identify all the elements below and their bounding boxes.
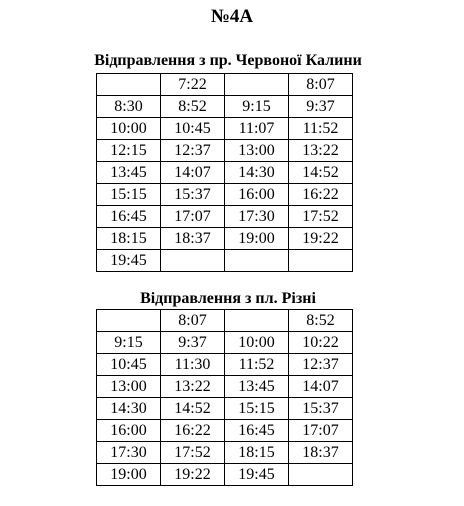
table-row [97, 376, 353, 398]
table-row [97, 442, 353, 464]
departure-time-cell: 14:52 [289, 162, 353, 184]
departure-time-cell: 17:07 [289, 420, 353, 442]
departure-time-cell: 8:07 [289, 74, 353, 96]
departure-time-cell: 19:22 [289, 228, 353, 250]
departure-time-cell: 13:00 [97, 376, 161, 398]
departure-time-cell: 14:07 [289, 376, 353, 398]
departure-time-cell: 15:15 [97, 184, 161, 206]
table-row [97, 398, 353, 420]
departure-time-cell: 7:22 [161, 74, 225, 96]
table-row [97, 464, 353, 486]
departure-time-cell: 16:22 [161, 420, 225, 442]
departure-time-cell: 18:15 [97, 228, 161, 250]
timetable-from-chervonoi-kalyny [96, 73, 353, 272]
departure-time-cell [97, 74, 161, 96]
departure-time-cell: 17:52 [161, 442, 225, 464]
departure-time-cell: 10:45 [97, 354, 161, 376]
departure-time-cell: 13:45 [225, 376, 289, 398]
table-row [97, 162, 353, 184]
departure-time-cell: 17:07 [161, 206, 225, 228]
departure-time-cell: 9:15 [225, 96, 289, 118]
departure-time-cell: 19:45 [225, 464, 289, 486]
departure-time-cell: 19:00 [97, 464, 161, 486]
departure-time-cell: 10:00 [225, 332, 289, 354]
table-row [97, 310, 353, 332]
departure-time-cell: 11:07 [225, 118, 289, 140]
departure-time-cell: 17:30 [97, 442, 161, 464]
departure-time-cell: 15:37 [161, 184, 225, 206]
departure-time-cell [97, 310, 161, 332]
departure-time-cell: 14:07 [161, 162, 225, 184]
timetable-from-pl-rizni [96, 309, 353, 486]
departure-time-cell: 12:15 [97, 140, 161, 162]
departure-time-cell: 15:37 [289, 398, 353, 420]
departure-time-cell: 16:00 [97, 420, 161, 442]
departure-time-cell: 13:00 [225, 140, 289, 162]
departure-time-cell: 11:52 [289, 118, 353, 140]
departure-time-cell: 18:15 [225, 442, 289, 464]
departure-time-cell: 18:37 [289, 442, 353, 464]
departure-time-cell: 19:45 [97, 250, 161, 272]
departure-time-cell [289, 464, 353, 486]
departure-time-cell: 13:22 [161, 376, 225, 398]
table-row [97, 228, 353, 250]
section-title-from-chervonoi-kalyny: Відправлення з пр. Червоної Калини [94, 52, 362, 69]
departure-time-cell [161, 250, 225, 272]
departure-time-cell: 14:52 [161, 398, 225, 420]
route-title: №4А [210, 6, 254, 27]
table-row [97, 118, 353, 140]
departure-time-cell: 16:00 [225, 184, 289, 206]
departure-time-cell: 17:30 [225, 206, 289, 228]
section-title-from-pl-rizni: Відправлення з пл. Різні [140, 290, 316, 307]
departure-time-cell: 16:22 [289, 184, 353, 206]
departure-time-cell [225, 310, 289, 332]
table-row [97, 250, 353, 272]
departure-time-cell: 10:00 [97, 118, 161, 140]
table-row [97, 420, 353, 442]
table-row [97, 206, 353, 228]
table-row [97, 332, 353, 354]
departure-time-cell: 10:45 [161, 118, 225, 140]
departure-time-cell: 13:22 [289, 140, 353, 162]
departure-time-cell: 16:45 [97, 206, 161, 228]
departure-time-cell: 8:07 [161, 310, 225, 332]
departure-time-cell: 19:00 [225, 228, 289, 250]
departure-time-cell: 9:15 [97, 332, 161, 354]
departure-time-cell: 11:30 [161, 354, 225, 376]
departure-time-cell: 8:52 [161, 96, 225, 118]
departure-time-cell [289, 250, 353, 272]
table-row [97, 354, 353, 376]
table-row [97, 74, 353, 96]
departure-time-cell [225, 74, 289, 96]
departure-time-cell: 10:22 [289, 332, 353, 354]
departure-time-cell: 12:37 [289, 354, 353, 376]
departure-time-cell: 12:37 [161, 140, 225, 162]
departure-time-cell: 9:37 [161, 332, 225, 354]
departure-time-cell: 16:45 [225, 420, 289, 442]
departure-time-cell: 13:45 [97, 162, 161, 184]
departure-time-cell: 17:52 [289, 206, 353, 228]
departure-time-cell [225, 250, 289, 272]
departure-time-cell: 8:30 [97, 96, 161, 118]
departure-time-cell: 8:52 [289, 310, 353, 332]
departure-time-cell: 11:52 [225, 354, 289, 376]
table-row [97, 184, 353, 206]
table-row [97, 96, 353, 118]
departure-time-cell: 18:37 [161, 228, 225, 250]
departure-time-cell: 15:15 [225, 398, 289, 420]
departure-time-cell: 14:30 [97, 398, 161, 420]
table-row [97, 140, 353, 162]
departure-time-cell: 19:22 [161, 464, 225, 486]
departure-time-cell: 14:30 [225, 162, 289, 184]
departure-time-cell: 9:37 [289, 96, 353, 118]
